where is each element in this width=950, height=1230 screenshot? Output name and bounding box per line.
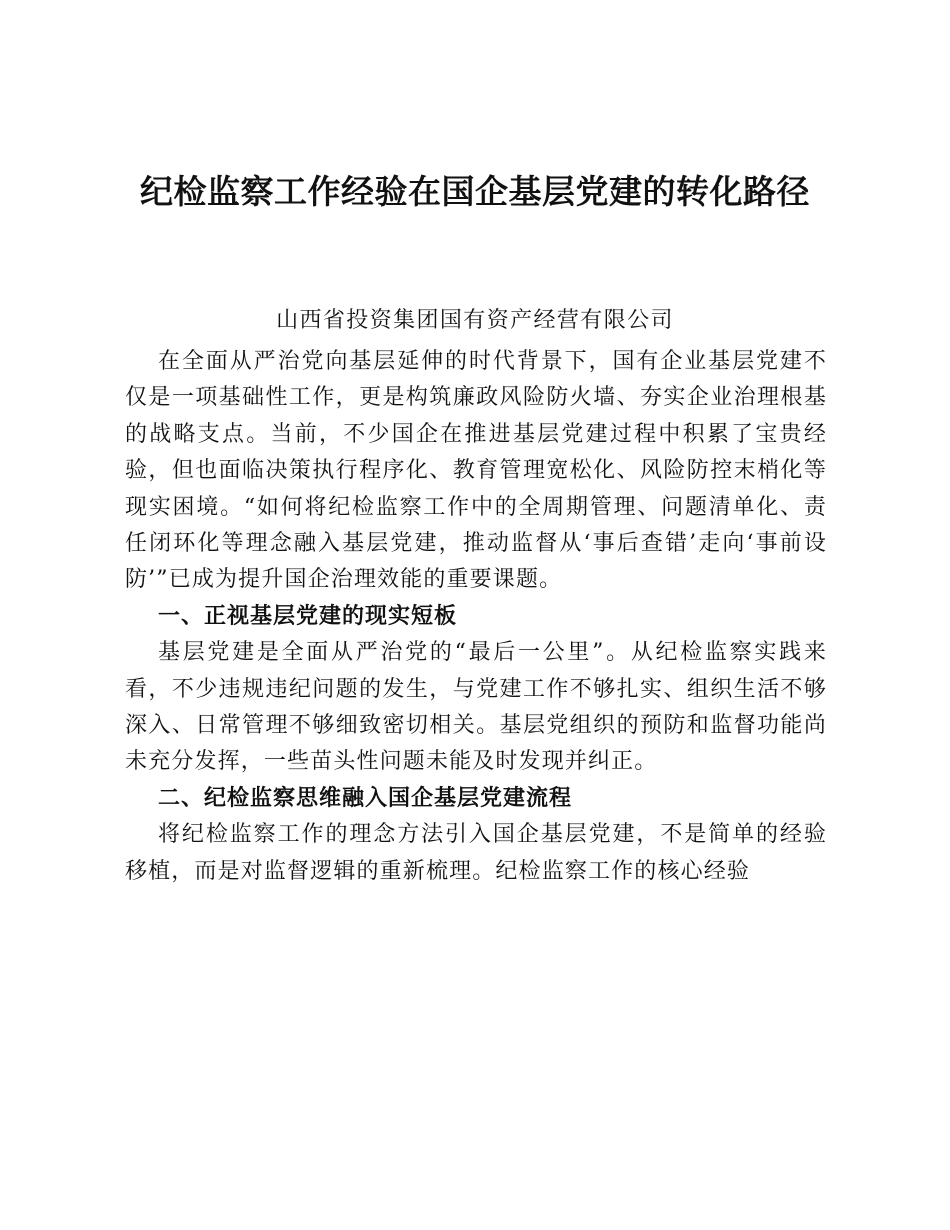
section-1-heading: 一、正视基层党建的现实短板 [158, 603, 458, 629]
author-line: 山西省投资集团国有资产经营有限公司 [276, 308, 674, 333]
intro-paragraph: 在全面从严治党向基层延伸的时代背景下，国有企业基层党建不仅是一项基础性工作，更是构筑廉政风险防火墙、夯实企业治理根基的战略支点。当前，不少国企在推进基层党建过程中积累了宝贵经验，但也面临决策执行程序化、教育管理宽松化、风险防控末梢化等现实困境。“如何将纪检监察工作中的全周期管理、问题清单化、责任闭环化等理念融入基层党建，推动监督从‘事后查错’走向‘事前设防’”已成为提升国企治理效能的重要课题。 [125, 349, 827, 593]
document-body [125, 344, 827, 890]
section-2-paragraph: 将纪检监察工作的理念方法引入国企基层党建，不是简单的经验移植，而是对监督逻辑的重新梳理。纪检监察工作的核心经验 [125, 822, 827, 884]
section-1-paragraph: 基层党建是全面从严治党的“最后一公里”。从纪检监察实践来看，不少违规违纪问题的发生，与党建工作不够扎实、组织生活不够深入、日常管理不够细致密切相关。基层党组织的预防和监督功能尚未充分发挥，一些苗头性问题未能及时发现并纠正。 [125, 640, 827, 775]
section-2-heading: 二、纪检监察思维融入国企基层党建流程 [158, 785, 573, 811]
document-title: 纪检监察工作经验在国企基层党建的转化路径 [140, 172, 810, 211]
